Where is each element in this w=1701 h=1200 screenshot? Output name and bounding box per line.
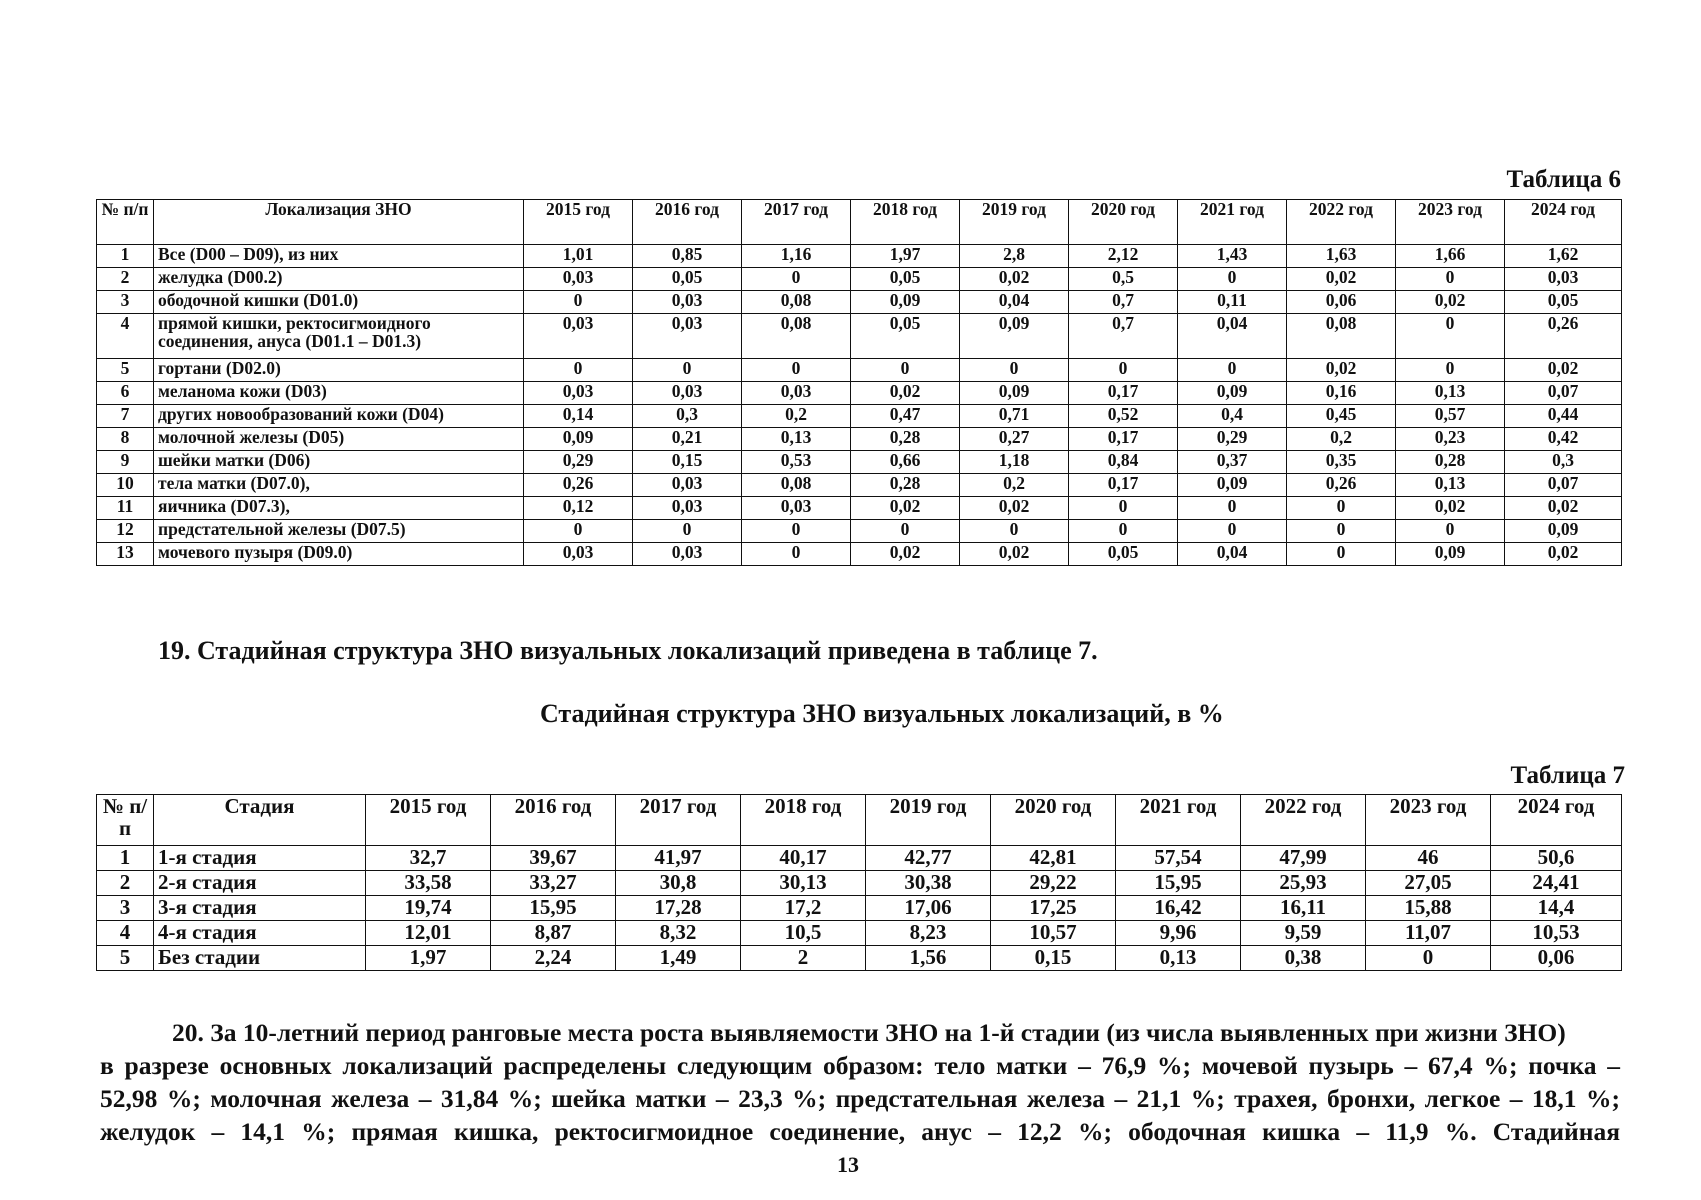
row-label-cell: Все (D00 – D09), из них bbox=[154, 245, 524, 268]
value-cell: 0,05 bbox=[1069, 543, 1178, 566]
row-label-cell: ободочной кишки (D01.0) bbox=[154, 291, 524, 314]
value-cell: 42,81 bbox=[991, 846, 1116, 871]
value-cell: 0,21 bbox=[633, 428, 742, 451]
row-number-cell: 3 bbox=[97, 291, 154, 314]
value-cell: 9,96 bbox=[1116, 921, 1241, 946]
value-cell: 0 bbox=[1178, 359, 1287, 382]
row-number-cell: 6 bbox=[97, 382, 154, 405]
value-cell: 33,27 bbox=[491, 871, 616, 896]
value-cell: 0,04 bbox=[1178, 543, 1287, 566]
value-cell: 0 bbox=[633, 520, 742, 543]
value-cell: 0 bbox=[1178, 520, 1287, 543]
value-cell: 0,08 bbox=[742, 474, 851, 497]
value-cell: 0,09 bbox=[960, 382, 1069, 405]
value-cell: 0 bbox=[851, 520, 960, 543]
paragraph-20-line-1: 20. За 10-летний период ранговые места роста выявляемости ЗНО на 1-й стадии (из числа выявленных при жизни ЗНО) bbox=[172, 1018, 1566, 1047]
value-cell: 0 bbox=[742, 520, 851, 543]
value-cell: 0,02 bbox=[1396, 291, 1505, 314]
table-row bbox=[97, 474, 1622, 497]
value-cell: 0,13 bbox=[1396, 474, 1505, 497]
table7-header-cell: 2024 год bbox=[1491, 795, 1622, 846]
table6 bbox=[96, 199, 1622, 566]
value-cell: 15,95 bbox=[1116, 871, 1241, 896]
table6-header-cell: 2016 год bbox=[633, 200, 742, 245]
value-cell: 17,25 bbox=[991, 896, 1116, 921]
row-label-cell: молочной железы (D05) bbox=[154, 428, 524, 451]
value-cell: 0,29 bbox=[524, 451, 633, 474]
table7-title: Стадийная структура ЗНО визуальных локализаций, в % bbox=[540, 699, 1224, 728]
value-cell: 0,2 bbox=[960, 474, 1069, 497]
value-cell: 0,71 bbox=[960, 405, 1069, 428]
value-cell: 0 bbox=[1396, 268, 1505, 291]
table6-caption: Таблица 6 bbox=[1506, 166, 1621, 193]
table7-header-cell: 2015 год bbox=[366, 795, 491, 846]
table7-header-cell: № п/п bbox=[97, 795, 154, 846]
value-cell: 1,97 bbox=[366, 946, 491, 971]
table7-header-cell: 2019 год bbox=[866, 795, 991, 846]
value-cell: 0,06 bbox=[1491, 946, 1622, 971]
value-cell: 0,3 bbox=[1505, 451, 1622, 474]
value-cell: 0,26 bbox=[1505, 314, 1622, 359]
table7-header-row bbox=[97, 795, 1622, 846]
row-number-cell: 12 bbox=[97, 520, 154, 543]
value-cell: 14,4 bbox=[1491, 896, 1622, 921]
value-cell: 0,66 bbox=[851, 451, 960, 474]
value-cell: 0,38 bbox=[1241, 946, 1366, 971]
row-number-cell: 3 bbox=[97, 896, 154, 921]
value-cell: 19,74 bbox=[366, 896, 491, 921]
value-cell: 0,02 bbox=[851, 382, 960, 405]
value-cell: 0 bbox=[524, 291, 633, 314]
value-cell: 0,3 bbox=[633, 405, 742, 428]
row-label-cell: Без стадии bbox=[154, 946, 366, 971]
table-row bbox=[97, 946, 1622, 971]
row-number-cell: 2 bbox=[97, 268, 154, 291]
value-cell: 0,7 bbox=[1069, 291, 1178, 314]
value-cell: 10,53 bbox=[1491, 921, 1622, 946]
value-cell: 15,95 bbox=[491, 896, 616, 921]
value-cell: 0,11 bbox=[1178, 291, 1287, 314]
table7-header-cell: 2017 год bbox=[616, 795, 741, 846]
value-cell: 0,03 bbox=[524, 314, 633, 359]
row-label-cell: меланома кожи (D03) bbox=[154, 382, 524, 405]
table-row bbox=[97, 497, 1622, 520]
value-cell: 1,56 bbox=[866, 946, 991, 971]
value-cell: 0,08 bbox=[1287, 314, 1396, 359]
value-cell: 0,14 bbox=[524, 405, 633, 428]
value-cell: 30,13 bbox=[741, 871, 866, 896]
value-cell: 2,24 bbox=[491, 946, 616, 971]
value-cell: 11,07 bbox=[1366, 921, 1491, 946]
page-number: 13 bbox=[837, 1152, 859, 1177]
row-number-cell: 5 bbox=[97, 359, 154, 382]
value-cell: 0 bbox=[1178, 497, 1287, 520]
value-cell: 0,03 bbox=[633, 474, 742, 497]
row-label-cell: других новообразований кожи (D04) bbox=[154, 405, 524, 428]
table-row bbox=[97, 314, 1622, 359]
value-cell: 1,01 bbox=[524, 245, 633, 268]
row-number-cell: 7 bbox=[97, 405, 154, 428]
row-label-cell: 4-я стадия bbox=[154, 921, 366, 946]
value-cell: 0,04 bbox=[960, 291, 1069, 314]
value-cell: 0,06 bbox=[1287, 291, 1396, 314]
value-cell: 33,58 bbox=[366, 871, 491, 896]
value-cell: 0 bbox=[851, 359, 960, 382]
value-cell: 2 bbox=[741, 946, 866, 971]
row-number-cell: 1 bbox=[97, 245, 154, 268]
value-cell: 0,07 bbox=[1505, 474, 1622, 497]
table6-header-cell: 2017 год bbox=[742, 200, 851, 245]
table7-header-cell: 2022 год bbox=[1241, 795, 1366, 846]
value-cell: 0,53 bbox=[742, 451, 851, 474]
value-cell: 50,6 bbox=[1491, 846, 1622, 871]
table-row bbox=[97, 428, 1622, 451]
value-cell: 27,05 bbox=[1366, 871, 1491, 896]
table-row bbox=[97, 382, 1622, 405]
paragraph-20-line-2: в разрезе основных локализаций распределены следующим образом: тело матки – 76,9 %; мочевой пузырь – 67,4 %; почка – bbox=[100, 1051, 1620, 1080]
table-row bbox=[97, 245, 1622, 268]
value-cell: 0,05 bbox=[633, 268, 742, 291]
row-number-cell: 4 bbox=[97, 921, 154, 946]
value-cell: 1,62 bbox=[1505, 245, 1622, 268]
value-cell: 0 bbox=[633, 359, 742, 382]
value-cell: 0 bbox=[1178, 268, 1287, 291]
value-cell: 0 bbox=[1396, 520, 1505, 543]
value-cell: 8,32 bbox=[616, 921, 741, 946]
value-cell: 24,41 bbox=[1491, 871, 1622, 896]
table6-header-cell: 2020 год bbox=[1069, 200, 1178, 245]
row-number-cell: 11 bbox=[97, 497, 154, 520]
table6-header-cell: 2015 год bbox=[524, 200, 633, 245]
value-cell: 0,15 bbox=[991, 946, 1116, 971]
table-row bbox=[97, 405, 1622, 428]
table6-header-cell: 2019 год bbox=[960, 200, 1069, 245]
value-cell: 0 bbox=[524, 520, 633, 543]
paragraph-20-line-3: 52,98 %; молочная железа – 31,84 %; шейка матки – 23,3 %; предстательная железа – 21,1 %; трахея, бронхи, легкое – 18,1 %; bbox=[100, 1084, 1620, 1113]
value-cell: 0,13 bbox=[1116, 946, 1241, 971]
value-cell: 0,5 bbox=[1069, 268, 1178, 291]
value-cell: 0,17 bbox=[1069, 474, 1178, 497]
row-number-cell: 13 bbox=[97, 543, 154, 566]
value-cell: 0,02 bbox=[1505, 497, 1622, 520]
table-row bbox=[97, 846, 1622, 871]
value-cell: 0,09 bbox=[1396, 543, 1505, 566]
value-cell: 0,44 bbox=[1505, 405, 1622, 428]
value-cell: 0,02 bbox=[1287, 268, 1396, 291]
value-cell: 0,17 bbox=[1069, 428, 1178, 451]
value-cell: 0,02 bbox=[960, 268, 1069, 291]
value-cell: 0,07 bbox=[1505, 382, 1622, 405]
value-cell: 0,09 bbox=[1178, 474, 1287, 497]
table7 bbox=[96, 794, 1622, 971]
table-row bbox=[97, 520, 1622, 543]
value-cell: 0,03 bbox=[633, 314, 742, 359]
value-cell: 0,02 bbox=[960, 497, 1069, 520]
value-cell: 0 bbox=[742, 543, 851, 566]
table6-header-cell: № п/п bbox=[97, 200, 154, 245]
value-cell: 8,23 bbox=[866, 921, 991, 946]
value-cell: 0 bbox=[1366, 946, 1491, 971]
paragraph-19: 19. Стадийная структура ЗНО визуальных локализаций приведена в таблице 7. bbox=[158, 636, 1098, 665]
value-cell: 1,43 bbox=[1178, 245, 1287, 268]
table7-header-cell: 2023 год bbox=[1366, 795, 1491, 846]
row-number-cell: 2 bbox=[97, 871, 154, 896]
value-cell: 39,67 bbox=[491, 846, 616, 871]
table-row bbox=[97, 921, 1622, 946]
value-cell: 0,29 bbox=[1178, 428, 1287, 451]
row-number-cell: 8 bbox=[97, 428, 154, 451]
value-cell: 0,03 bbox=[633, 543, 742, 566]
value-cell: 0,03 bbox=[1505, 268, 1622, 291]
value-cell: 0 bbox=[1396, 359, 1505, 382]
value-cell: 0,03 bbox=[742, 382, 851, 405]
value-cell: 0,27 bbox=[960, 428, 1069, 451]
value-cell: 0,57 bbox=[1396, 405, 1505, 428]
value-cell: 0,26 bbox=[1287, 474, 1396, 497]
value-cell: 10,5 bbox=[741, 921, 866, 946]
value-cell: 16,42 bbox=[1116, 896, 1241, 921]
value-cell: 0,12 bbox=[524, 497, 633, 520]
value-cell: 16,11 bbox=[1241, 896, 1366, 921]
table7-header-cell: 2016 год bbox=[491, 795, 616, 846]
value-cell: 0,05 bbox=[851, 314, 960, 359]
value-cell: 17,06 bbox=[866, 896, 991, 921]
value-cell: 0,28 bbox=[851, 474, 960, 497]
value-cell: 0,26 bbox=[524, 474, 633, 497]
value-cell: 0,15 bbox=[633, 451, 742, 474]
value-cell: 0 bbox=[1069, 520, 1178, 543]
value-cell: 0,08 bbox=[742, 291, 851, 314]
row-label-cell: 1-я стадия bbox=[154, 846, 366, 871]
value-cell: 0,08 bbox=[742, 314, 851, 359]
table6-header-cell: 2024 год bbox=[1505, 200, 1622, 245]
value-cell: 1,49 bbox=[616, 946, 741, 971]
value-cell: 1,66 bbox=[1396, 245, 1505, 268]
value-cell: 40,17 bbox=[741, 846, 866, 871]
row-number-cell: 5 bbox=[97, 946, 154, 971]
value-cell: 1,97 bbox=[851, 245, 960, 268]
value-cell: 0,03 bbox=[633, 382, 742, 405]
table-row bbox=[97, 291, 1622, 314]
table-row bbox=[97, 268, 1622, 291]
value-cell: 0,28 bbox=[1396, 451, 1505, 474]
value-cell: 15,88 bbox=[1366, 896, 1491, 921]
row-label-cell: яичника (D07.3), bbox=[154, 497, 524, 520]
table6-header-cell: 2023 год bbox=[1396, 200, 1505, 245]
value-cell: 0 bbox=[742, 268, 851, 291]
row-number-cell: 9 bbox=[97, 451, 154, 474]
value-cell: 2,12 bbox=[1069, 245, 1178, 268]
value-cell: 30,38 bbox=[866, 871, 991, 896]
table-row bbox=[97, 896, 1622, 921]
value-cell: 0,03 bbox=[524, 268, 633, 291]
paragraph-20 bbox=[100, 1016, 1620, 1148]
value-cell: 0,04 bbox=[1178, 314, 1287, 359]
table6-header-cell: Локализация ЗНО bbox=[154, 200, 524, 245]
table7-header-cell: 2018 год bbox=[741, 795, 866, 846]
value-cell: 0 bbox=[1069, 359, 1178, 382]
value-cell: 0,23 bbox=[1396, 428, 1505, 451]
value-cell: 2,8 bbox=[960, 245, 1069, 268]
row-label-cell: гортани (D02.0) bbox=[154, 359, 524, 382]
row-label-cell: 3-я стадия bbox=[154, 896, 366, 921]
value-cell: 0,03 bbox=[633, 497, 742, 520]
row-number-cell: 10 bbox=[97, 474, 154, 497]
value-cell: 0,09 bbox=[960, 314, 1069, 359]
paragraph-20-line-4: желудок – 14,1 %; прямая кишка, ректосигмоидное соединение, анус – 12,2 %; ободочная кишка – 11,9 %. Стадийная bbox=[100, 1117, 1620, 1146]
row-label-cell: тела матки (D07.0), bbox=[154, 474, 524, 497]
value-cell: 0,09 bbox=[851, 291, 960, 314]
value-cell: 0,09 bbox=[1178, 382, 1287, 405]
table-row bbox=[97, 543, 1622, 566]
value-cell: 0,09 bbox=[524, 428, 633, 451]
table7-caption: Таблица 7 bbox=[1510, 762, 1625, 789]
value-cell: 0,02 bbox=[1505, 359, 1622, 382]
value-cell: 32,7 bbox=[366, 846, 491, 871]
value-cell: 0,03 bbox=[524, 543, 633, 566]
value-cell: 30,8 bbox=[616, 871, 741, 896]
value-cell: 0,13 bbox=[1396, 382, 1505, 405]
value-cell: 0,02 bbox=[1396, 497, 1505, 520]
value-cell: 0,85 bbox=[633, 245, 742, 268]
value-cell: 17,2 bbox=[741, 896, 866, 921]
value-cell: 9,59 bbox=[1241, 921, 1366, 946]
row-number-cell: 4 bbox=[97, 314, 154, 359]
value-cell: 10,57 bbox=[991, 921, 1116, 946]
value-cell: 1,16 bbox=[742, 245, 851, 268]
value-cell: 46 bbox=[1366, 846, 1491, 871]
table6-header-row bbox=[97, 200, 1622, 245]
value-cell: 0 bbox=[1069, 497, 1178, 520]
value-cell: 0 bbox=[1287, 520, 1396, 543]
value-cell: 0,84 bbox=[1069, 451, 1178, 474]
value-cell: 0,05 bbox=[1505, 291, 1622, 314]
value-cell: 0,4 bbox=[1178, 405, 1287, 428]
value-cell: 0 bbox=[742, 359, 851, 382]
value-cell: 0 bbox=[1287, 497, 1396, 520]
value-cell: 17,28 bbox=[616, 896, 741, 921]
value-cell: 0,03 bbox=[742, 497, 851, 520]
value-cell: 0,45 bbox=[1287, 405, 1396, 428]
row-label-cell: прямой кишки, ректосигмоидного соединения, ануса (D01.1 – D01.3) bbox=[154, 314, 524, 359]
value-cell: 0,16 bbox=[1287, 382, 1396, 405]
value-cell: 0,02 bbox=[1505, 543, 1622, 566]
row-label-cell: шейки матки (D06) bbox=[154, 451, 524, 474]
value-cell: 0,37 bbox=[1178, 451, 1287, 474]
value-cell: 0,02 bbox=[960, 543, 1069, 566]
value-cell: 0,13 bbox=[742, 428, 851, 451]
value-cell: 57,54 bbox=[1116, 846, 1241, 871]
row-label-cell: желудка (D00.2) bbox=[154, 268, 524, 291]
table-row bbox=[97, 451, 1622, 474]
value-cell: 8,87 bbox=[491, 921, 616, 946]
table6-header-cell: 2022 год bbox=[1287, 200, 1396, 245]
row-number-cell: 1 bbox=[97, 846, 154, 871]
value-cell: 0,02 bbox=[851, 497, 960, 520]
table-row bbox=[97, 359, 1622, 382]
value-cell: 42,77 bbox=[866, 846, 991, 871]
value-cell: 0,2 bbox=[1287, 428, 1396, 451]
row-label-cell: мочевого пузыря (D09.0) bbox=[154, 543, 524, 566]
value-cell: 0,52 bbox=[1069, 405, 1178, 428]
value-cell: 0 bbox=[960, 359, 1069, 382]
table-row bbox=[97, 871, 1622, 896]
value-cell: 0 bbox=[960, 520, 1069, 543]
value-cell: 0,02 bbox=[851, 543, 960, 566]
value-cell: 0 bbox=[524, 359, 633, 382]
value-cell: 47,99 bbox=[1241, 846, 1366, 871]
value-cell: 0 bbox=[1396, 314, 1505, 359]
value-cell: 29,22 bbox=[991, 871, 1116, 896]
value-cell: 0,35 bbox=[1287, 451, 1396, 474]
value-cell: 12,01 bbox=[366, 921, 491, 946]
row-label-cell: 2-я стадия bbox=[154, 871, 366, 896]
value-cell: 0,03 bbox=[524, 382, 633, 405]
value-cell: 0,17 bbox=[1069, 382, 1178, 405]
value-cell: 0,47 bbox=[851, 405, 960, 428]
table7-header-cell: 2020 год bbox=[991, 795, 1116, 846]
value-cell: 1,18 bbox=[960, 451, 1069, 474]
table7-header-cell: 2021 год bbox=[1116, 795, 1241, 846]
value-cell: 0,28 bbox=[851, 428, 960, 451]
value-cell: 0,42 bbox=[1505, 428, 1622, 451]
value-cell: 0 bbox=[1287, 543, 1396, 566]
value-cell: 0,03 bbox=[633, 291, 742, 314]
table7-header-cell: Стадия bbox=[154, 795, 366, 846]
table6-header-cell: 2018 год bbox=[851, 200, 960, 245]
value-cell: 25,93 bbox=[1241, 871, 1366, 896]
value-cell: 0,09 bbox=[1505, 520, 1622, 543]
row-label-cell: предстательной железы (D07.5) bbox=[154, 520, 524, 543]
value-cell: 41,97 bbox=[616, 846, 741, 871]
value-cell: 0,05 bbox=[851, 268, 960, 291]
value-cell: 0,02 bbox=[1287, 359, 1396, 382]
table6-header-cell: 2021 год bbox=[1178, 200, 1287, 245]
value-cell: 0,7 bbox=[1069, 314, 1178, 359]
value-cell: 1,63 bbox=[1287, 245, 1396, 268]
value-cell: 0,2 bbox=[742, 405, 851, 428]
